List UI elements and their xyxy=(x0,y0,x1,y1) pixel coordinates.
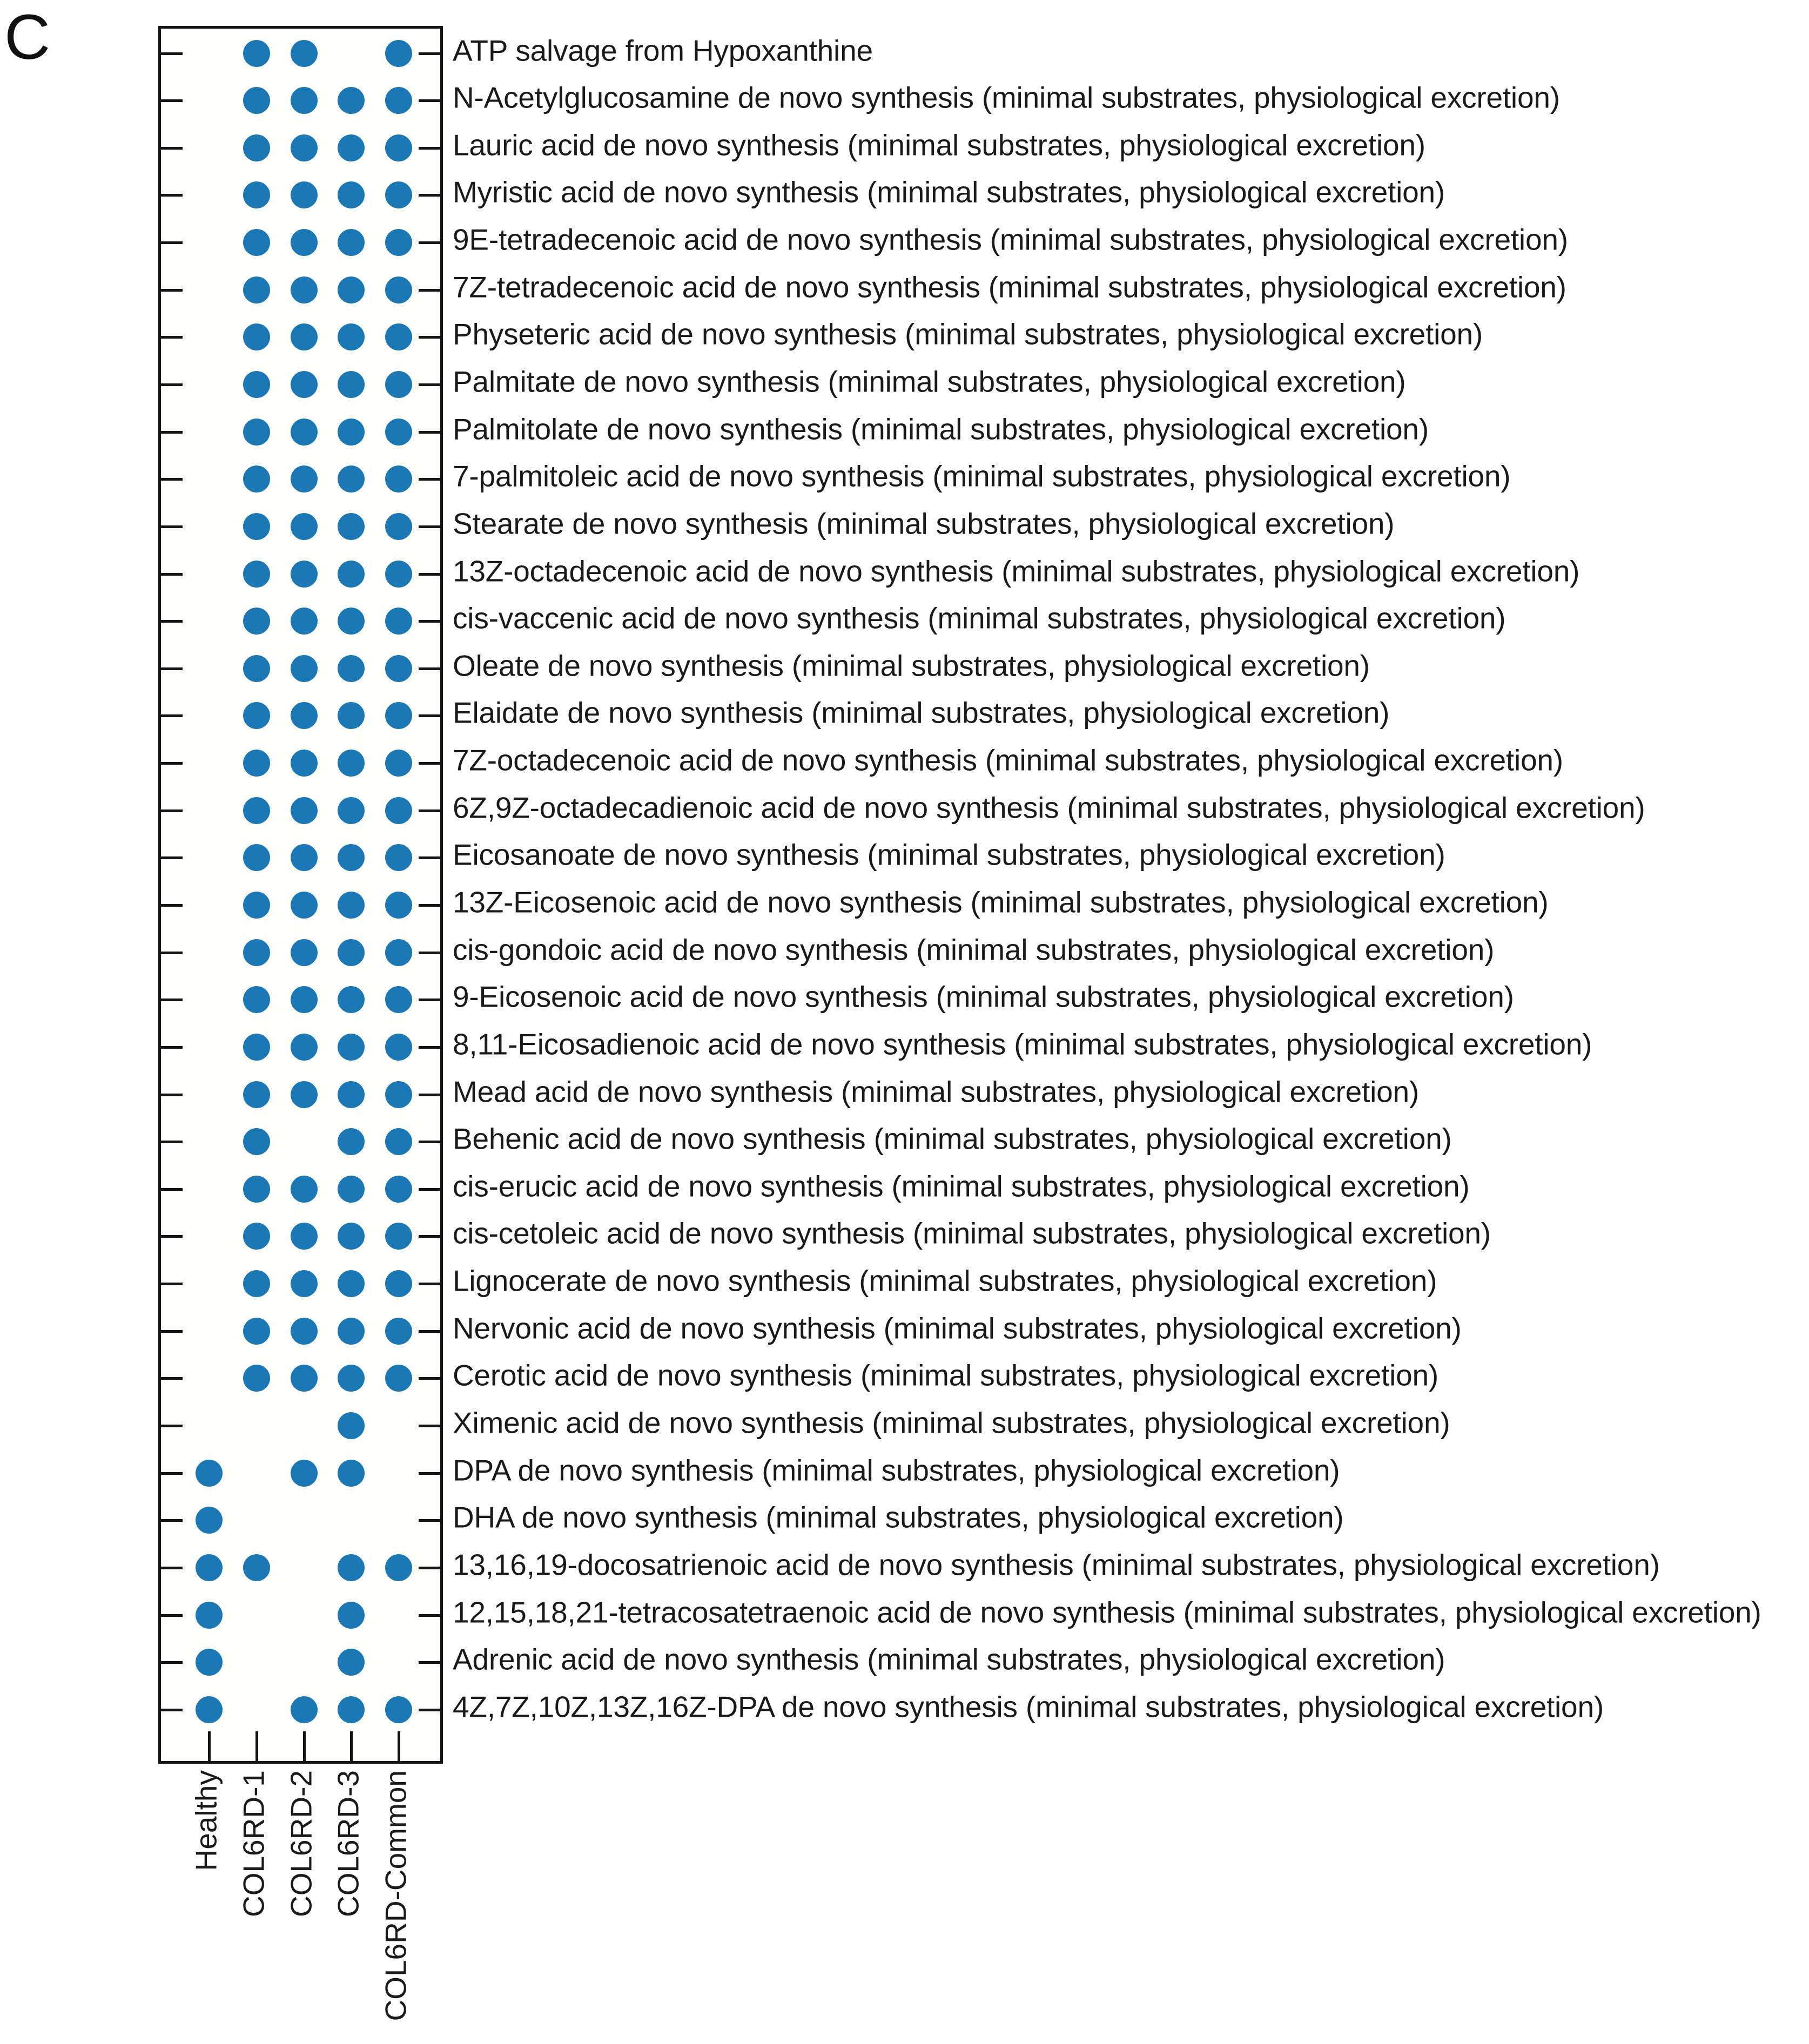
matrix-dot xyxy=(243,986,270,1013)
matrix-dot xyxy=(385,1128,412,1155)
matrix-dot xyxy=(338,181,365,208)
matrix-dot xyxy=(291,1223,318,1250)
row-tick xyxy=(419,1235,440,1238)
matrix-dot xyxy=(385,1365,412,1392)
row-tick xyxy=(419,1709,440,1711)
row-label: Adrenic acid de novo synthesis (minimal substrates, physiological excretion) xyxy=(453,1642,1445,1676)
matrix-dot xyxy=(385,466,412,493)
row-tick xyxy=(419,1425,440,1427)
matrix-dot xyxy=(338,1460,365,1487)
row-tick xyxy=(161,1046,183,1049)
matrix-dot xyxy=(338,750,365,777)
row-tick xyxy=(419,99,440,102)
row-tick xyxy=(161,1519,183,1522)
column-tick xyxy=(398,1731,400,1761)
matrix-dot xyxy=(243,797,270,824)
row-tick xyxy=(161,99,183,102)
row-tick xyxy=(419,904,440,907)
matrix-dot xyxy=(338,1176,365,1203)
row-tick xyxy=(161,431,183,434)
matrix-dot xyxy=(291,1696,318,1723)
matrix-dot xyxy=(196,1696,223,1723)
row-tick xyxy=(161,1472,183,1475)
matrix-dot xyxy=(385,939,412,966)
matrix-dot xyxy=(291,1365,318,1392)
matrix-dot xyxy=(385,1318,412,1345)
matrix-dot xyxy=(385,1176,412,1203)
row-tick xyxy=(161,1283,183,1285)
matrix-dot xyxy=(338,608,365,635)
row-tick xyxy=(161,952,183,954)
column-tick xyxy=(255,1731,258,1761)
row-label: Mead acid de novo synthesis (minimal substrates, physiological excretion) xyxy=(453,1075,1420,1109)
row-label: Behenic acid de novo synthesis (minimal substrates, physiological excretion) xyxy=(453,1122,1452,1156)
matrix-dot xyxy=(291,892,318,919)
dot-matrix-plot xyxy=(158,26,443,1764)
column-tick xyxy=(303,1731,306,1761)
matrix-dot xyxy=(291,1318,318,1345)
row-label: Lauric acid de novo synthesis (minimal substrates, physiological excretion) xyxy=(453,128,1425,162)
row-tick xyxy=(161,762,183,765)
matrix-dot xyxy=(338,1270,365,1297)
matrix-dot xyxy=(291,466,318,493)
matrix-dot xyxy=(385,181,412,208)
row-label: Palmitate de novo synthesis (minimal substrates, physiological excretion) xyxy=(453,365,1406,399)
row-tick xyxy=(161,809,183,812)
row-tick xyxy=(161,1330,183,1333)
row-tick xyxy=(161,573,183,576)
matrix-dot xyxy=(338,1128,365,1155)
row-label-list xyxy=(453,26,1792,1764)
matrix-dot xyxy=(338,1696,365,1723)
row-label: 4Z,7Z,10Z,13Z,16Z-DPA de novo synthesis (minimal substrates, physiological excretion) xyxy=(453,1690,1604,1724)
row-label: 7Z-octadecenoic acid de novo synthesis (minimal substrates, physiological excretion) xyxy=(453,743,1563,777)
matrix-dot xyxy=(338,1034,365,1061)
matrix-dot xyxy=(385,87,412,114)
matrix-dot xyxy=(338,561,365,588)
matrix-dot xyxy=(338,1554,365,1581)
matrix-dot xyxy=(385,1270,412,1297)
row-label: cis-erucic acid de novo synthesis (minimal substrates, physiological excretion) xyxy=(453,1169,1470,1203)
matrix-dot xyxy=(243,276,270,303)
row-tick xyxy=(161,1709,183,1711)
matrix-dot xyxy=(338,702,365,729)
matrix-dot xyxy=(385,608,412,635)
matrix-dot xyxy=(243,1176,270,1203)
row-tick xyxy=(419,667,440,670)
matrix-dot xyxy=(291,1460,318,1487)
matrix-dot xyxy=(291,844,318,871)
row-tick xyxy=(419,762,440,765)
row-tick xyxy=(161,620,183,623)
matrix-dot xyxy=(243,1365,270,1392)
row-label: 7-palmitoleic acid de novo synthesis (minimal substrates, physiological excretion) xyxy=(453,459,1511,493)
matrix-dot xyxy=(291,655,318,682)
matrix-dot xyxy=(385,844,412,871)
matrix-dot xyxy=(243,323,270,350)
row-tick xyxy=(419,431,440,434)
matrix-dot xyxy=(291,513,318,540)
matrix-dot xyxy=(243,1128,270,1155)
matrix-dot xyxy=(291,371,318,398)
matrix-dot xyxy=(385,134,412,161)
column-label: COL6RD-1 xyxy=(237,1770,271,1918)
matrix-dot xyxy=(291,1081,318,1108)
matrix-dot xyxy=(385,1223,412,1250)
row-label: Oleate de novo synthesis (minimal substrates, physiological excretion) xyxy=(453,649,1370,683)
row-label: DPA de novo synthesis (minimal substrates, physiological excretion) xyxy=(453,1453,1340,1487)
matrix-dot xyxy=(338,134,365,161)
row-label: 12,15,18,21-tetracosatetraenoic acid de novo synthesis (minimal substrates, physiological excretion) xyxy=(453,1595,1761,1629)
matrix-dot xyxy=(385,229,412,256)
matrix-dot xyxy=(338,229,365,256)
column-label: COL6RD-Common xyxy=(379,1770,413,2021)
row-tick xyxy=(161,1614,183,1617)
row-label: 6Z,9Z-octadecadienoic acid de novo synthesis (minimal substrates, physiological excretion) xyxy=(453,791,1645,825)
row-label: Lignocerate de novo synthesis (minimal substrates, physiological excretion) xyxy=(453,1264,1437,1298)
row-tick xyxy=(419,620,440,623)
row-tick xyxy=(161,1377,183,1380)
row-tick xyxy=(161,478,183,481)
matrix-dot xyxy=(196,1460,223,1487)
matrix-dot xyxy=(243,655,270,682)
row-tick xyxy=(419,573,440,576)
matrix-dot xyxy=(196,1507,223,1534)
row-tick xyxy=(161,714,183,717)
matrix-dot xyxy=(338,797,365,824)
matrix-dot xyxy=(385,561,412,588)
matrix-dot xyxy=(196,1649,223,1676)
matrix-dot xyxy=(243,87,270,114)
matrix-dot xyxy=(243,1223,270,1250)
row-tick xyxy=(419,1141,440,1143)
matrix-dot xyxy=(385,702,412,729)
row-tick xyxy=(161,1094,183,1096)
row-tick xyxy=(161,194,183,197)
row-tick xyxy=(161,147,183,150)
matrix-dot xyxy=(338,844,365,871)
matrix-dot xyxy=(291,87,318,114)
matrix-dot xyxy=(243,1554,270,1581)
row-label: Elaidate de novo synthesis (minimal substrates, physiological excretion) xyxy=(453,696,1390,730)
matrix-dot xyxy=(243,608,270,635)
row-tick xyxy=(419,336,440,339)
row-label: cis-vaccenic acid de novo synthesis (minimal substrates, physiological excretion) xyxy=(453,601,1506,635)
row-label: Eicosanoate de novo synthesis (minimal substrates, physiological excretion) xyxy=(453,838,1445,872)
matrix-dot xyxy=(291,702,318,729)
row-label: Cerotic acid de novo synthesis (minimal substrates, physiological excretion) xyxy=(453,1358,1439,1392)
matrix-dot xyxy=(385,1696,412,1723)
matrix-dot xyxy=(291,1176,318,1203)
row-tick xyxy=(419,1094,440,1096)
row-tick xyxy=(161,1188,183,1191)
row-tick xyxy=(161,904,183,907)
row-tick xyxy=(161,383,183,386)
row-tick xyxy=(419,856,440,859)
row-tick xyxy=(419,1661,440,1664)
matrix-dot xyxy=(196,1554,223,1581)
row-label: 9E-tetradecenoic acid de novo synthesis (minimal substrates, physiological excretion) xyxy=(453,222,1568,257)
matrix-dot xyxy=(385,419,412,446)
row-label: Physeteric acid de novo synthesis (minimal substrates, physiological excretion) xyxy=(453,317,1483,351)
row-tick xyxy=(161,1425,183,1427)
matrix-dot xyxy=(243,371,270,398)
matrix-dot xyxy=(291,608,318,635)
row-tick xyxy=(419,1472,440,1475)
matrix-dot xyxy=(338,939,365,966)
matrix-dot xyxy=(291,134,318,161)
column-label: COL6RD-3 xyxy=(331,1770,365,1918)
matrix-dot xyxy=(385,276,412,303)
row-label: 8,11-Eicosadienoic acid de novo synthesis (minimal substrates, physiological excretion) xyxy=(453,1027,1592,1061)
matrix-dot xyxy=(338,1223,365,1250)
matrix-dot xyxy=(385,323,412,350)
matrix-dot xyxy=(338,1412,365,1439)
row-tick xyxy=(419,289,440,292)
row-tick xyxy=(161,667,183,670)
row-label: 13Z-Eicosenoic acid de novo synthesis (minimal substrates, physiological excretion) xyxy=(453,885,1549,919)
row-tick xyxy=(419,1330,440,1333)
row-tick xyxy=(419,1519,440,1522)
row-tick xyxy=(419,241,440,244)
matrix-dot xyxy=(338,87,365,114)
row-tick xyxy=(161,1141,183,1143)
row-tick xyxy=(419,52,440,55)
matrix-dot xyxy=(291,797,318,824)
row-tick xyxy=(161,1567,183,1569)
matrix-dot xyxy=(291,939,318,966)
row-tick xyxy=(419,525,440,528)
matrix-dot xyxy=(338,1649,365,1676)
column-label: Healthy xyxy=(189,1770,223,1871)
row-tick xyxy=(161,52,183,55)
matrix-dot xyxy=(243,844,270,871)
row-tick xyxy=(419,1377,440,1380)
matrix-dot xyxy=(338,513,365,540)
row-label: 7Z-tetradecenoic acid de novo synthesis (minimal substrates, physiological excretion) xyxy=(453,270,1566,304)
matrix-dot xyxy=(385,655,412,682)
row-tick xyxy=(419,1046,440,1049)
matrix-dot xyxy=(338,892,365,919)
matrix-dot xyxy=(385,40,412,67)
matrix-dot xyxy=(291,750,318,777)
matrix-dot xyxy=(385,1034,412,1061)
row-label: Palmitolate de novo synthesis (minimal substrates, physiological excretion) xyxy=(453,412,1429,446)
row-label: N-Acetylglucosamine de novo synthesis (minimal substrates, physiological excretion) xyxy=(453,80,1560,114)
matrix-dot xyxy=(385,371,412,398)
matrix-dot xyxy=(196,1602,223,1629)
matrix-dot xyxy=(338,1081,365,1108)
row-label: 9-Eicosenoic acid de novo synthesis (minimal substrates, physiological excretion) xyxy=(453,980,1514,1014)
matrix-dot xyxy=(243,892,270,919)
row-tick xyxy=(419,194,440,197)
matrix-dot xyxy=(243,750,270,777)
matrix-dot xyxy=(291,1270,318,1297)
row-label: 13,16,19-docosatrienoic acid de novo synthesis (minimal substrates, physiological excretion) xyxy=(453,1548,1660,1582)
row-tick xyxy=(419,478,440,481)
matrix-dot xyxy=(291,323,318,350)
matrix-dot xyxy=(291,40,318,67)
row-tick xyxy=(419,999,440,1001)
matrix-dot xyxy=(243,561,270,588)
matrix-dot xyxy=(338,419,365,446)
row-label: Stearate de novo synthesis (minimal substrates, physiological excretion) xyxy=(453,507,1395,541)
matrix-dot xyxy=(385,797,412,824)
matrix-dot xyxy=(338,371,365,398)
matrix-dot xyxy=(291,419,318,446)
row-tick xyxy=(419,147,440,150)
matrix-dot xyxy=(385,513,412,540)
row-label: 13Z-octadecenoic acid de novo synthesis (minimal substrates, physiological excretion) xyxy=(453,554,1580,588)
row-tick xyxy=(419,809,440,812)
row-label: cis-cetoleic acid de novo synthesis (minimal substrates, physiological excretion) xyxy=(453,1216,1491,1250)
row-tick xyxy=(161,1661,183,1664)
matrix-dot xyxy=(243,513,270,540)
row-label: ATP salvage from Hypoxanthine xyxy=(453,33,873,68)
matrix-dot xyxy=(338,1365,365,1392)
matrix-dot xyxy=(338,1318,365,1345)
matrix-dot xyxy=(243,134,270,161)
matrix-dot xyxy=(243,1034,270,1061)
matrix-dot xyxy=(243,229,270,256)
matrix-dot xyxy=(385,1081,412,1108)
row-tick xyxy=(161,241,183,244)
row-label: Nervonic acid de novo synthesis (minimal substrates, physiological excretion) xyxy=(453,1311,1462,1345)
matrix-dot xyxy=(338,655,365,682)
row-tick xyxy=(161,856,183,859)
matrix-dot xyxy=(243,1270,270,1297)
column-tick xyxy=(350,1731,353,1761)
row-tick xyxy=(419,1567,440,1569)
row-tick xyxy=(419,952,440,954)
row-label: Myristic acid de novo synthesis (minimal substrates, physiological excretion) xyxy=(453,175,1445,209)
matrix-dot xyxy=(291,276,318,303)
row-tick xyxy=(419,714,440,717)
column-label-list xyxy=(158,1770,443,2024)
matrix-dot xyxy=(243,419,270,446)
matrix-dot xyxy=(243,466,270,493)
matrix-dot xyxy=(338,276,365,303)
row-tick xyxy=(161,999,183,1001)
matrix-dot xyxy=(338,466,365,493)
row-label: cis-gondoic acid de novo synthesis (minimal substrates, physiological excretion) xyxy=(453,933,1495,967)
matrix-dot xyxy=(385,986,412,1013)
matrix-dot xyxy=(291,561,318,588)
matrix-dot xyxy=(385,750,412,777)
row-tick xyxy=(419,1614,440,1617)
row-tick xyxy=(419,1188,440,1191)
row-tick xyxy=(419,383,440,386)
matrix-dot xyxy=(291,1034,318,1061)
matrix-dot xyxy=(243,702,270,729)
row-tick xyxy=(419,1283,440,1285)
matrix-dot xyxy=(243,181,270,208)
row-tick xyxy=(161,336,183,339)
row-label: DHA de novo synthesis (minimal substrates, physiological excretion) xyxy=(453,1500,1344,1534)
matrix-dot xyxy=(243,40,270,67)
matrix-dot xyxy=(291,229,318,256)
row-tick xyxy=(161,1235,183,1238)
row-tick xyxy=(161,289,183,292)
matrix-dot xyxy=(385,1554,412,1581)
matrix-dot xyxy=(243,939,270,966)
row-label: Ximenic acid de novo synthesis (minimal substrates, physiological excretion) xyxy=(453,1406,1450,1440)
column-tick xyxy=(208,1731,211,1761)
matrix-dot xyxy=(385,892,412,919)
matrix-dot xyxy=(338,1602,365,1629)
row-tick xyxy=(161,525,183,528)
matrix-dot xyxy=(338,986,365,1013)
column-label: COL6RD-2 xyxy=(284,1770,318,1918)
matrix-dot xyxy=(243,1318,270,1345)
matrix-dot xyxy=(291,986,318,1013)
matrix-dot xyxy=(243,1081,270,1108)
panel-label: C xyxy=(4,2,51,73)
matrix-dot xyxy=(291,181,318,208)
matrix-dot xyxy=(338,323,365,350)
